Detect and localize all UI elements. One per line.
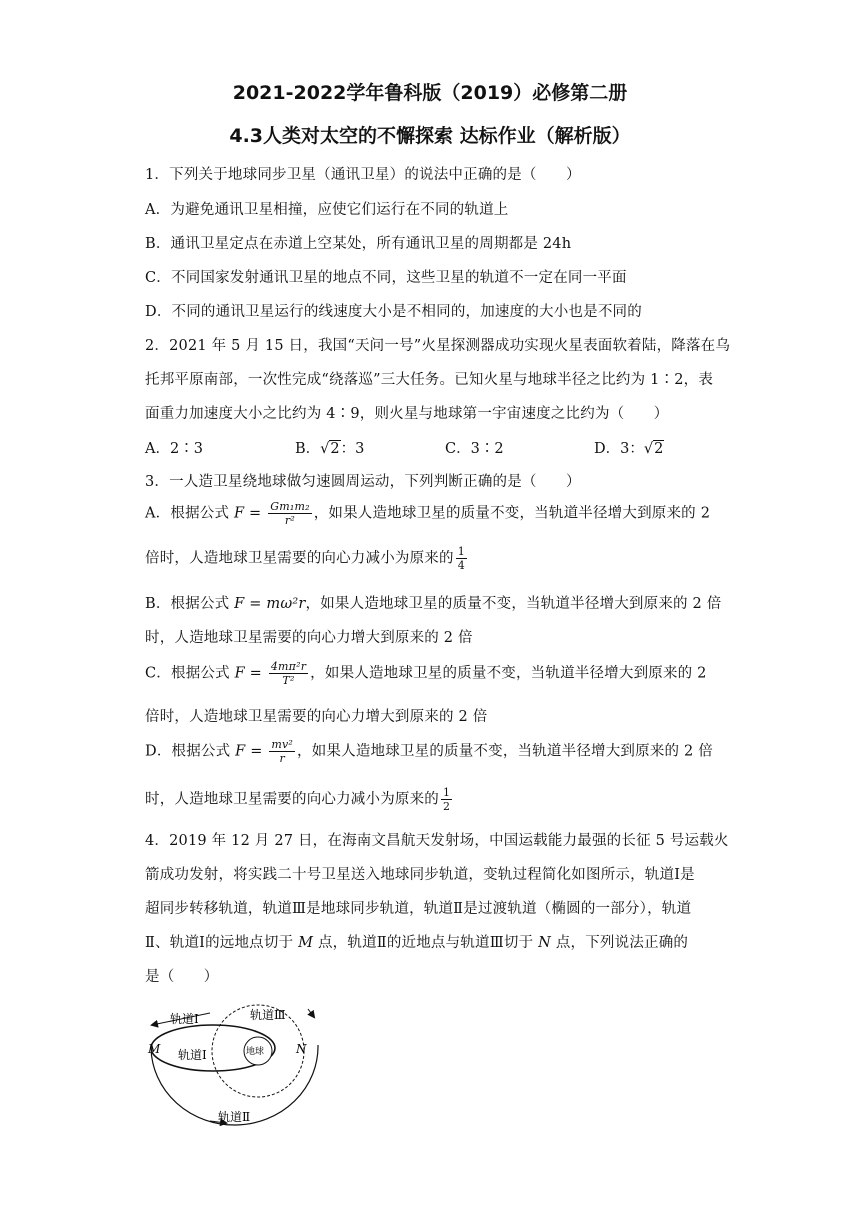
q3-option-b-cont: 时，人造地球卫星需要的向心力增大到原来的 2 倍 xyxy=(145,630,473,646)
label-orbit-2: 轨道Ⅱ xyxy=(218,1110,251,1124)
q1-option-c: C．不同国家发射通讯卫星的地点不同，这些卫星的轨道不一定在同一平面 xyxy=(145,270,627,286)
q4-line2: 箭成功发射，将实践二十号卫星送入地球同步轨道，变轨过程简化如图所示，轨道Ⅰ是 xyxy=(145,867,695,883)
q2-option-a: A．2∶3 xyxy=(145,441,203,457)
q4-line4: Ⅱ、轨道Ⅰ的远地点切于 M 点，轨道Ⅱ的近地点与轨道Ⅲ切于 N 点，下列说法正确的 xyxy=(145,935,689,951)
formula-fraction: $\frac{\text{Gm₁m₂}}{\text{r²}}$ xyxy=(270,500,310,527)
doc-title-line2: 4.3人类对太空的不懈探索 达标作业（解析版） xyxy=(229,125,631,147)
fraction-one-quarter: $\frac{1}{4}$ xyxy=(457,545,465,572)
q1-option-b: B．通讯卫星定点在赤道上空某处，所有通讯卫星的周期都是 24h xyxy=(145,236,572,252)
q2-option-b: B．√2：3 xyxy=(295,441,365,457)
sqrt-symbol: √2 xyxy=(320,441,340,457)
formula-fraction: $\frac{\text{4mπ²r}}{\text{T²}}$ xyxy=(270,660,307,687)
q1-stem: 1．下列关于地球同步卫星（通讯卫星）的说法中正确的是（ ） xyxy=(145,167,581,183)
label-point-m: M xyxy=(148,1042,161,1056)
q3-option-d-cont: 时，人造地球卫星需要的向心力减小为原来的 $\frac{1}{2}$ xyxy=(145,786,451,813)
q4-line3: 超同步转移轨道，轨道Ⅲ是地球同步轨道，轨道Ⅱ是过渡轨道（椭圆的一部分），轨道 xyxy=(145,901,692,917)
formula-fraction: $\frac{\text{mv²}}{r}$ xyxy=(271,738,294,765)
q2-line3: 面重力加速度大小之比约为 4∶9，则火星与地球第一宇宙速度之比约为（ ） xyxy=(145,406,669,422)
fraction-one-half: $\frac{1}{2}$ xyxy=(443,786,451,813)
q1-option-d: D．不同的通讯卫星运行的线速度大小是不相同的，加速度的大小也是不同的 xyxy=(145,304,642,320)
q4-line5: 是（ ） xyxy=(145,969,219,985)
q3-option-c: C．根据公式 F = $\frac{\text{4mπ²r}}{\text{T²}}$ ，如果人造地球卫星的质量不变，当轨道半径增大到原来的 2 xyxy=(145,660,707,687)
q3-option-c-cont: 倍时，人造地球卫星需要的向心力增大到原来的 2 倍 xyxy=(145,709,488,725)
arrow-icon xyxy=(308,1009,314,1017)
q3-stem: 3．一人造卫星绕地球做匀速圆周运动，下列判断正确的是（ ） xyxy=(145,474,581,490)
q3-option-a: A．根据公式 F = $\frac{\text{Gm₁m₂}}{\text{r²}}$ ，如果人造地球卫星的质量不变，当轨道半径增大到原来的 2 xyxy=(145,500,711,527)
orbit-diagram xyxy=(140,995,330,1135)
label-orbit-1-inner: 轨道Ⅰ xyxy=(178,1048,207,1062)
label-earth: 地球 xyxy=(246,1047,265,1057)
sqrt-symbol: √2 xyxy=(643,441,664,457)
label-orbit-1-top: 轨道Ⅰ xyxy=(170,1012,199,1026)
q2-line1: 2．2021 年 5 月 15 日，我国“天问一号”火星探测器成功实现火星表面软着陆，降落在乌 xyxy=(145,338,731,354)
q3-option-a-cont: 倍时，人造地球卫星需要的向心力减小为原来的 $\frac{1}{4}$ xyxy=(145,545,465,572)
q1-option-a: A．为避免通讯卫星相撞，应使它们运行在不同的轨道上 xyxy=(145,202,509,218)
q3-option-d: D．根据公式 F = $\frac{\text{mv²}}{r}$ ，如果人造地球卫星的质量不变，当轨道半径增大到原来的 2 倍 xyxy=(145,738,713,765)
label-point-n: N xyxy=(296,1042,307,1056)
q2-line2: 托邦平原南部，一次性完成“绕落巡”三大任务。已知火星与地球半径之比约为 1∶2，表 xyxy=(145,372,714,388)
q2-option-d: D．3：√2 xyxy=(594,441,664,457)
q3-option-b: B．根据公式 F = mω²r，如果人造地球卫星的质量不变，当轨道半径增大到原来的 2 倍 xyxy=(145,596,722,612)
doc-title-line1: 2021-2022学年鲁科版（2019）必修第二册 xyxy=(232,82,628,104)
label-orbit-3: 轨道Ⅲ xyxy=(250,1008,286,1022)
q2-option-c: C．3∶2 xyxy=(445,441,504,457)
q4-line1: 4．2019 年 12 月 27 日，在海南文昌航天发射场，中国运载能力最强的长征 5 号运载火 xyxy=(145,833,729,849)
